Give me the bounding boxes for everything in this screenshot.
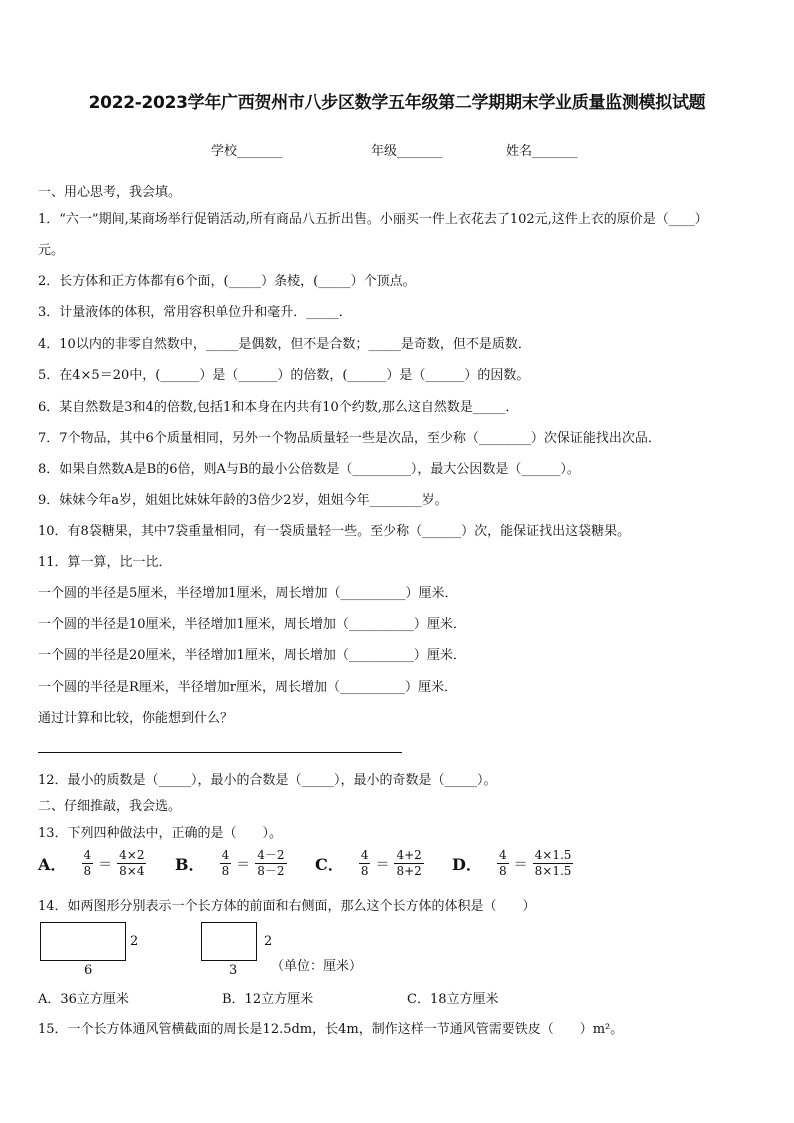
front-width-label: 6 [84,963,93,978]
option-d[interactable] [452,848,575,879]
question-2: 2．长方体和正方体都有6个面，(_____）条棱，(_____）个顶点。 [38,274,416,289]
question-11-part-5: 通过计算和比较，你能想到什么？ [38,711,234,726]
page-title: 2022-2023学年广西贺州市八步区数学五年级第二学期期末学业质量监测模拟试题 [88,93,706,113]
question-15: 15．一个长方体通风管横截面的周长是12.5dm，长4m，制作这样一节通风管需要铁皮（ ）m²。 [38,1022,624,1037]
fraction-right: $\frac{4\times 1.5}{8\times 1.5}$ [534,848,572,878]
fraction-right: $\frac{4-2}{8-2}$ [257,848,285,878]
question-14-option-c[interactable]: C．18立方厘米 [407,992,499,1007]
question-14: 14．如两图形分别表示一个长方体的前面和右侧面，那么这个长方体的体积是（ ） [38,899,536,914]
option-c[interactable] [315,848,426,879]
question-14-option-a[interactable]: A．36立方厘米 [38,992,129,1007]
side-face-rect [201,922,257,961]
question-1: 1．“六一”期间,某商场举行促销活动,所有商品八五折出售。小丽买一件上衣花去了102元,这件上衣的原价是（____） [38,212,708,227]
front-height-label: 2 [130,934,139,949]
fraction-right: $\frac{4\times 2}{8\times 4}$ [119,848,145,878]
question-5: 5．在4×5＝20中，(______）是（______）的倍数，(______）是（______）的因数。 [38,368,530,383]
equals-sign: ＝ [375,856,390,873]
question-13: 13．下列四种做法中，正确的是（ ）。 [38,826,283,841]
question-12: 12．最小的质数是（_____），最小的合数是（_____），最小的奇数是（_____）。 [38,773,497,788]
front-face-rect [40,922,126,961]
side-width-label: 3 [229,963,238,978]
question-3: 3．计量液体的体积，常用容积单位升和毫升．_____． [38,305,352,320]
option-label: D． [452,855,482,874]
question-14-option-b[interactable]: B．12立方厘米 [222,992,314,1007]
school-field[interactable]: 学校_______ [211,144,283,159]
question-7: 7．7个物品，其中6个质量相同，另外一个物品质量轻一些是次品，至少称（________）次保证能找出次品． [38,431,661,446]
fraction-left: $\frac{4}{8}$ [221,848,230,878]
question-9: 9．妹妹今年a岁，姐姐比妹妹年龄的3倍少2岁，姐姐今年________岁。 [38,493,448,508]
section-2-heading: 二、仔细推敲，我会选。 [38,799,182,814]
side-height-label: 2 [264,934,273,949]
option-a[interactable] [38,848,148,879]
fraction-left: $\frac{4}{8}$ [498,848,507,878]
question-4: 4．10以内的非零自然数中，_____是偶数，但不是合数；_____是奇数，但不是质数． [38,337,531,352]
question-11-part-4: 一个圆的半径是R厘米，半径增加r厘米，周长增加（__________）厘米． [38,680,458,695]
fraction-right: $\frac{4+2}{8+2}$ [396,848,422,878]
unit-label: （单位：厘米） [271,959,363,974]
answer-line[interactable] [38,752,402,753]
option-b[interactable] [175,848,289,879]
question-6: 6．某自然数是3和4的倍数,包括1和本身在内共有10个约数,那么这自然数是_____． [38,400,519,415]
question-10: 10．有8袋糖果，其中7袋重量相同，有一袋质量轻一些。至少称（______）次，能保证找出这袋糖果。 [38,524,631,539]
fraction-left: $\frac{4}{8}$ [360,848,369,878]
option-label: B． [175,855,205,874]
section-1-heading: 一、用心思考，我会填。 [38,185,182,200]
question-11-part-3: 一个圆的半径是20厘米，半径增加1厘米，周长增加（__________）厘米． [38,648,466,663]
equals-sign: ＝ [236,856,251,873]
name-field[interactable]: 姓名_______ [506,144,578,159]
question-1-cont: 元。 [38,243,65,258]
question-11-part-2: 一个圆的半径是10厘米，半径增加1厘米，周长增加（__________）厘米． [38,617,466,632]
question-11-part-1: 一个圆的半径是5厘米，半径增加1厘米，周长增加（__________）厘米． [38,586,458,601]
option-label: C． [315,855,344,874]
question-8: 8．如果自然数A是B的6倍，则A与B的最小公倍数是（_________），最大公因数是（______）。 [38,462,580,477]
option-label: A． [38,855,67,874]
equals-sign: ＝ [513,856,528,873]
equals-sign: ＝ [98,856,113,873]
grade-field[interactable]: 年级_______ [371,144,443,159]
question-11: 11．算一算，比一比． [38,555,172,570]
fraction-left: $\frac{4}{8}$ [83,848,92,878]
